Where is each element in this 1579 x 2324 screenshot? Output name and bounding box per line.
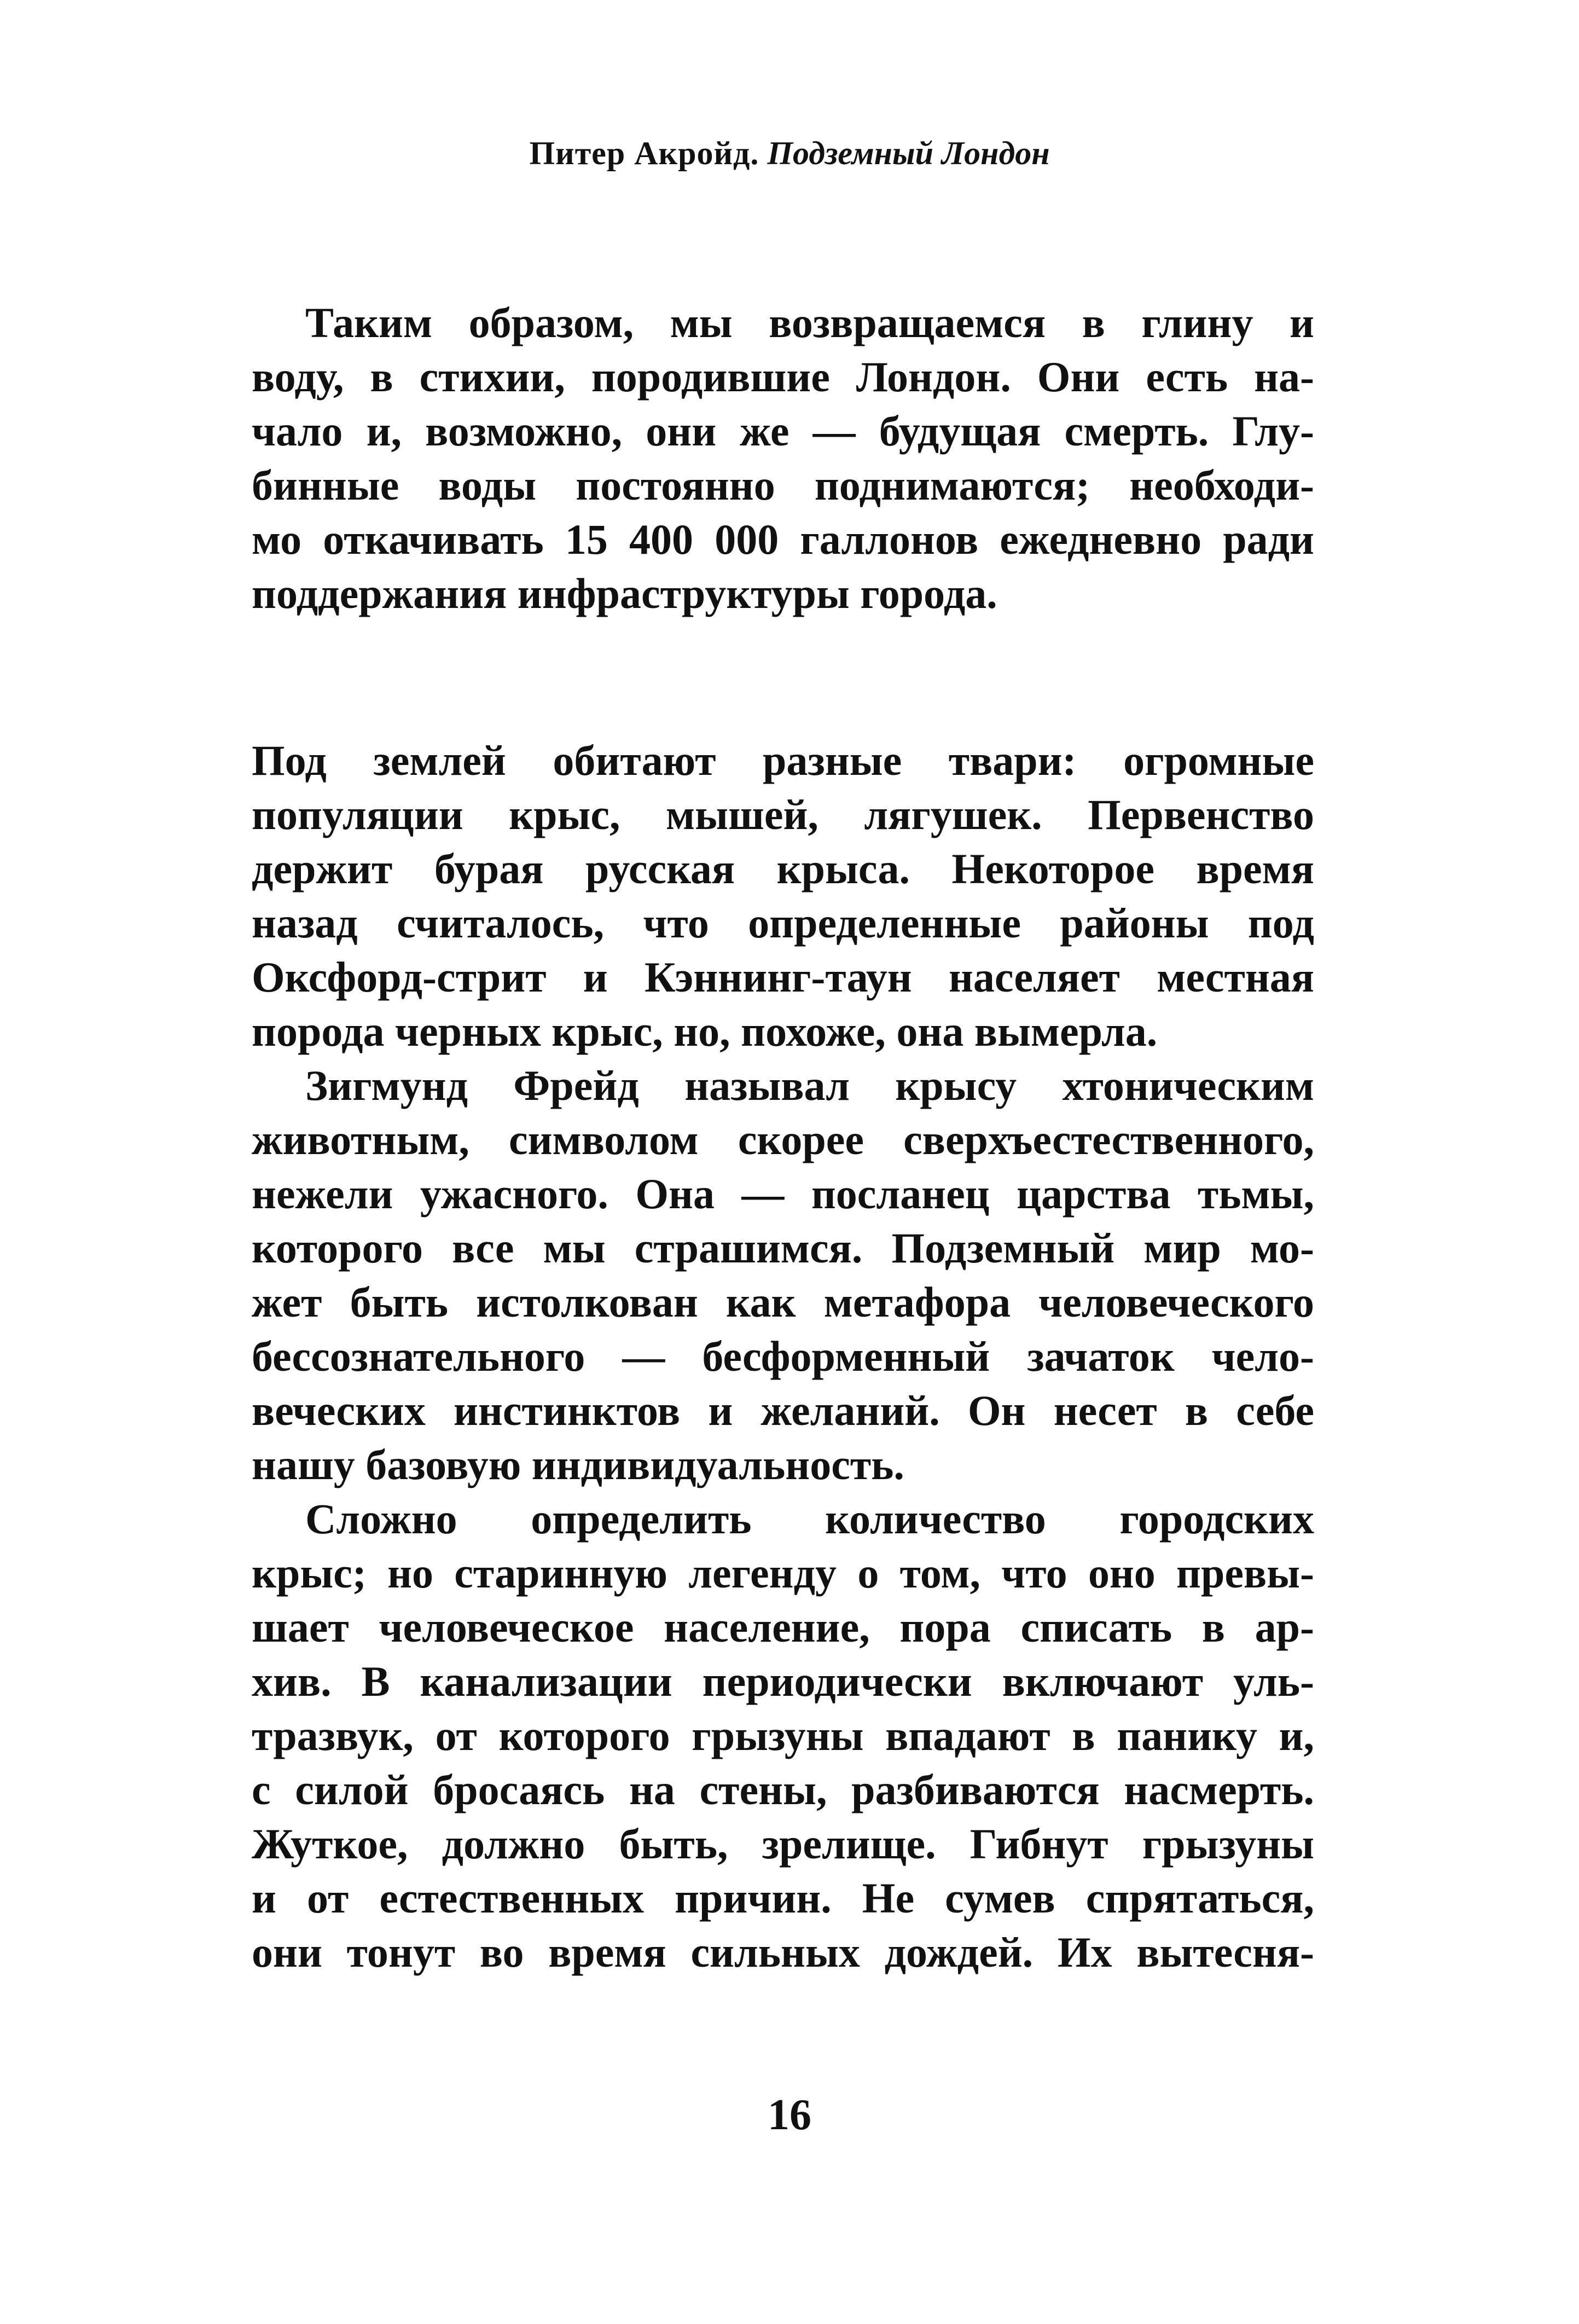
section-1 <box>252 295 1314 621</box>
paragraph <box>252 1492 1314 1979</box>
text-line: порода черных крыс, но, похоже, она вымерла. <box>252 1007 1158 1055</box>
text-line: они тонут во время сильных дождей. Их вытесня- <box>252 1928 1314 1976</box>
text-line: мо откачивать 15 400 000 галлонов ежедневно ради <box>252 515 1314 563</box>
text-line: бессознательного — бесформенный зачаток чело- <box>252 1332 1314 1380</box>
text-line: популяции крыс, мышей, лягушек. Первенство <box>252 791 1314 838</box>
header-author: Питер Акройд. <box>529 135 759 171</box>
text-line: шает человеческое население, пора списать в ар- <box>252 1603 1314 1651</box>
text-line: животным, символом скорее сверхъестественного, <box>252 1116 1314 1163</box>
text-line: Жуткое, должно быть, зрелище. Гибнут грызуны <box>252 1820 1314 1868</box>
text-line: Оксфорд-стрит и Кэннинг-таун населяет местная <box>252 953 1314 1001</box>
text-line: воду, в стихии, породившие Лондон. Они есть на- <box>252 353 1314 401</box>
running-header <box>0 131 1579 175</box>
text-line: чало и, возможно, они же — будущая смерть. Глу- <box>252 407 1314 455</box>
text-line: крыс; но старинную легенду о том, что оно превы- <box>252 1549 1314 1597</box>
text-line: нежели ужасного. Она — посланец царства тьмы, <box>252 1170 1314 1218</box>
text-line: и от естественных причин. Не сумев спрятаться, <box>252 1874 1314 1922</box>
text-line: с силой бросаясь на стены, разбиваются насмерть. <box>252 1766 1314 1813</box>
text-line: нашу базовую индивидуальность. <box>252 1441 904 1488</box>
text-line: Зигмунд Фрейд называл крысу хтоническим <box>305 1062 1314 1109</box>
section-2 <box>252 733 1314 1979</box>
text-line: бинные воды постоянно поднимаются; необходи- <box>252 461 1314 509</box>
text-line: держит бурая русская крыса. Некоторое время <box>252 845 1314 892</box>
page-number: 16 <box>768 2091 811 2139</box>
text-line: Под землей обитают разные твари: огромные <box>252 737 1314 784</box>
text-line: Сложно определить количество городских <box>305 1495 1314 1543</box>
text-line: жет быть истолкован как метафора человеческого <box>252 1278 1314 1326</box>
text-line: веческих инстинктов и желаний. Он несет в себе <box>252 1387 1314 1434</box>
text-line: которого все мы страшимся. Подземный мир мо- <box>252 1224 1314 1272</box>
text-line: назад считалось, что определенные районы под <box>252 899 1314 947</box>
header-book-title: Подземный Лондон <box>767 135 1050 171</box>
text-line: поддержания инфраструктуры города. <box>252 570 997 617</box>
text-line: Таким образом, мы возвращаемся в глину и <box>305 299 1314 346</box>
paragraph <box>252 295 1314 621</box>
paragraph <box>252 733 1314 1058</box>
text-line: хив. В канализации периодически включают уль- <box>252 1657 1314 1705</box>
text-line: тразвук, от которого грызуны впадают в панику и, <box>252 1712 1314 1759</box>
paragraph <box>252 1058 1314 1492</box>
